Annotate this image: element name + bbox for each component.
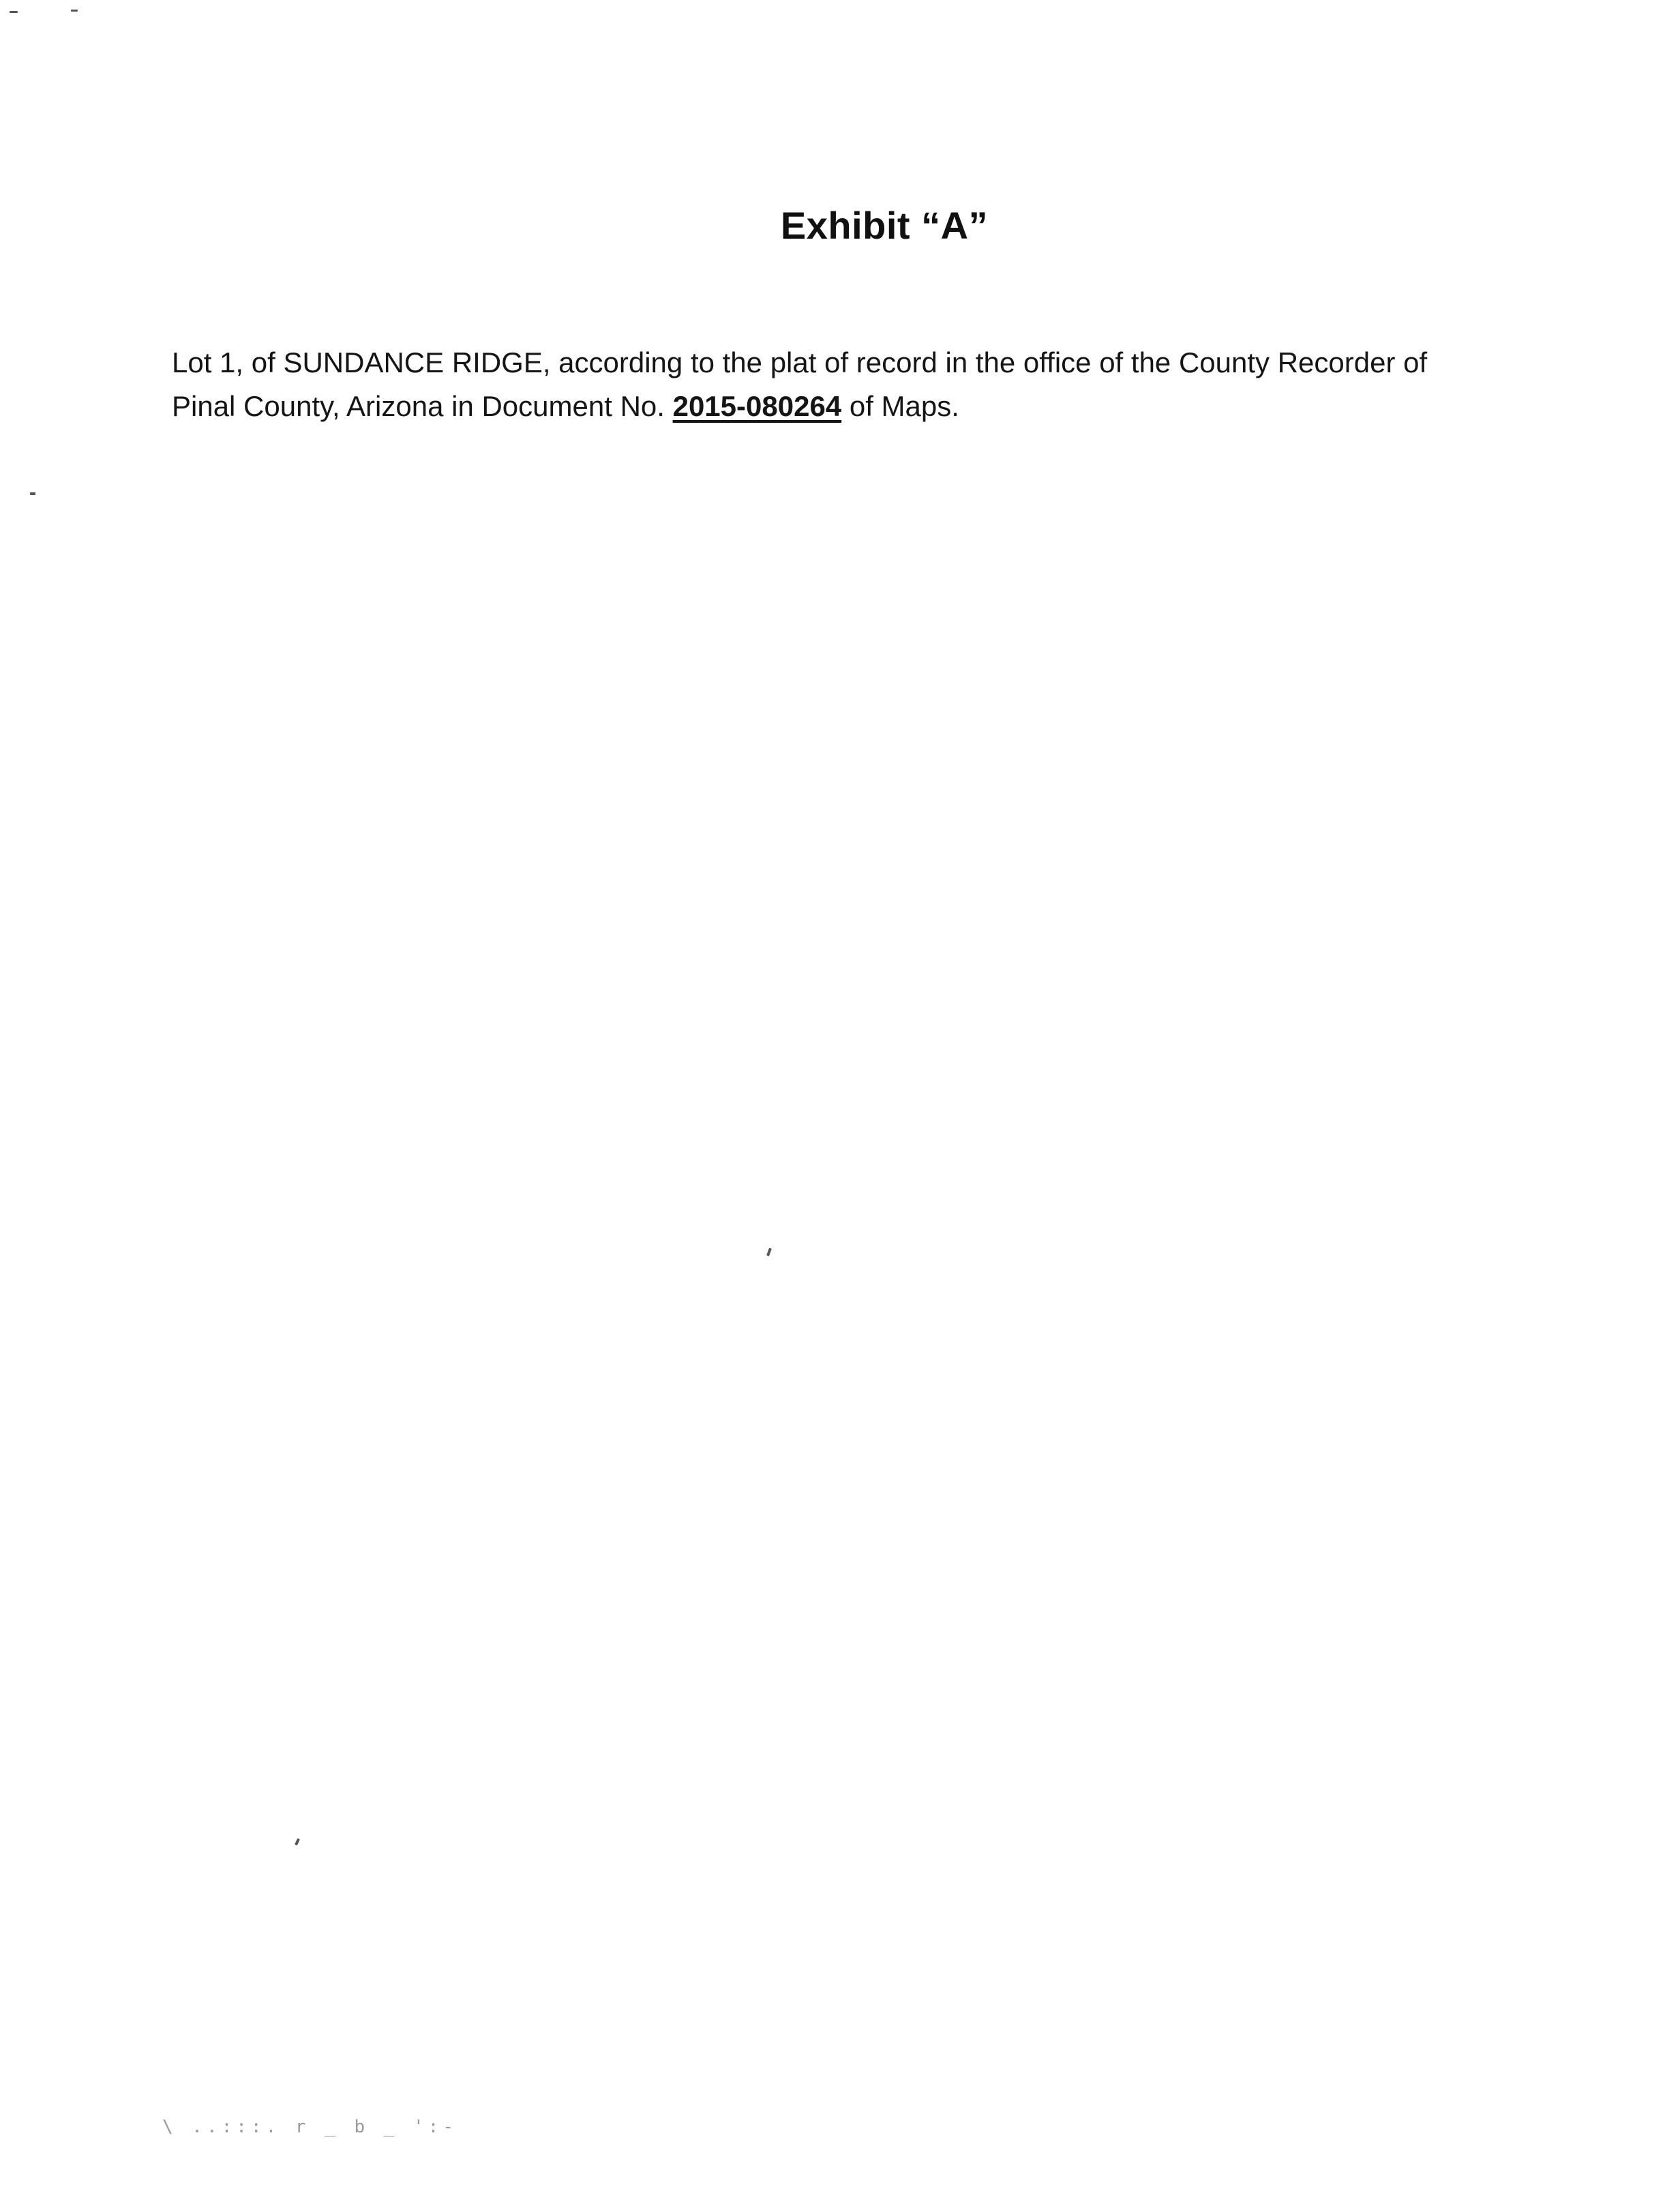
legal-description-line-1: Lot 1, of SUNDANCE RIDGE, according to the plat of record in the office of the County Recorder of — [172, 346, 1428, 378]
scan-footer-mark: \ ..:::. r _ b _ ':- — [162, 2117, 458, 2137]
scan-speck — [766, 1248, 772, 1257]
legal-description — [172, 341, 1535, 428]
scan-speck — [30, 492, 35, 495]
exhibit-title: Exhibit “A” — [780, 204, 989, 247]
legal-description-line-2 — [172, 385, 1535, 428]
document-number: 2015-080264 — [672, 390, 842, 422]
scan-speck — [71, 10, 78, 12]
legal-description-line-2-start: Pinal County, Arizona in Document No. — [172, 390, 673, 422]
legal-description-line-2-end: of Maps. — [841, 390, 959, 422]
scan-speck — [295, 1838, 300, 1846]
scan-speck — [10, 11, 18, 13]
page-title — [0, 203, 1680, 248]
